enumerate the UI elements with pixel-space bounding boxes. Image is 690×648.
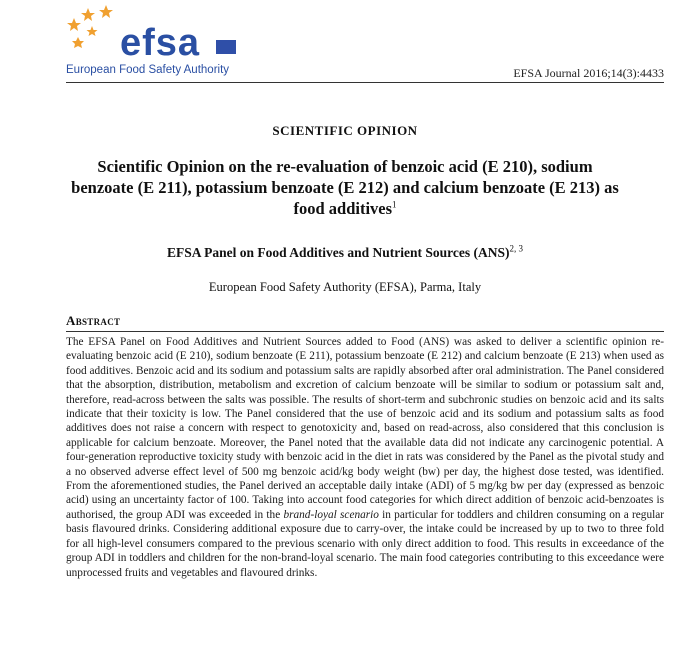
eu-flag-icon xyxy=(216,40,236,54)
logo-wordmark: efsa xyxy=(120,22,201,64)
title-footnote-marker: 1 xyxy=(392,199,397,210)
abstract-text xyxy=(66,335,664,580)
paper-title xyxy=(70,156,620,219)
author-line xyxy=(0,245,690,261)
logo-tagline: European Food Safety Authority xyxy=(66,64,230,76)
journal-reference: EFSA Journal 2016;14(3):4433 xyxy=(513,66,664,80)
section-label: SCIENTIFIC OPINION xyxy=(272,123,418,138)
paper-title-text: Scientific Opinion on the re-evaluation of benzoic acid (E 210), sodium benzoate (E 211), potassium benzoate (E 212) and calcium benzoate (E 213) as food additives xyxy=(71,157,619,218)
efsa-logo xyxy=(66,4,246,82)
abstract-italic-term: brand-loyal scenario xyxy=(283,508,379,521)
abstract-heading: Abstract xyxy=(66,313,121,328)
abstract-part-1: The EFSA Panel on Food Additives and Nutrient Sources added to Food (ANS) was asked to deliver a scientific opinion re-evaluating benzoic acid (E 210), sodium benzoate (E 211), potassium benzoate (E 212) and calcium benzoate (E 213) when used as food additives. Benzoic acid and its sodium and potassium salts are rapidly absorbed after oral administration. The Panel considered that the absorption, distribution, metabolism and excretion of calcium benzoate will be similar to sodium or potassium salt and, therefore, read-across between the salts was possible. The results of short-term and subchronic studies on benzoic acid and its salts indicate that their toxicity is low. The Panel considered that the use of benzoic acid and its sodium and potassium salts as food additives does not raise a concern with respect to genotoxicity and, based on read-across, also considered that this conclusion is applicable for calcium benzoate. Moreover, the Panel noted that the available data did not indicate any carcinogenic potential. A four-generation reproductive toxicity study with benzoic acid in the diet in rats was considered by the Panel as the pivotal study and a no observed adverse effect level of 500 mg benzoic acid/kg body weight (bw) per day, the highest dose tested, was identified. From the aforementioned studies, the Panel derived an acceptable daily intake (ADI) of 5 mg/kg bw per day (expressed as benzoic acid) using an uncertainty factor of 100. Taking into account food categories for which direct addition of benzoic acid-benzoates is authorised, the group ADI was exceeded in the xyxy=(66,336,664,521)
author-name: EFSA Panel on Food Additives and Nutrient Sources (ANS) xyxy=(166,245,510,260)
abstract-divider xyxy=(66,331,664,332)
header-divider xyxy=(66,82,664,83)
author-footnote-markers: 2, 3 xyxy=(509,243,524,254)
affiliation: European Food Safety Authority (EFSA), Parma, Italy xyxy=(208,280,482,294)
abstract-part-2: in particular for toddlers and children consuming on a regular basis flavoured drinks. Considering additional exposure due to carry-over, the intake could be increased by up to two to three fold for all high-level consumers compared to the previous scenario with only direct addition to food. This results in exceedance of the group ADI in toddlers and children for the non-brand-loyal scenario. The main food categories contributing to this exceedance were unprocessed fruits and vegetables and flavoured drinks. xyxy=(66,508,665,579)
